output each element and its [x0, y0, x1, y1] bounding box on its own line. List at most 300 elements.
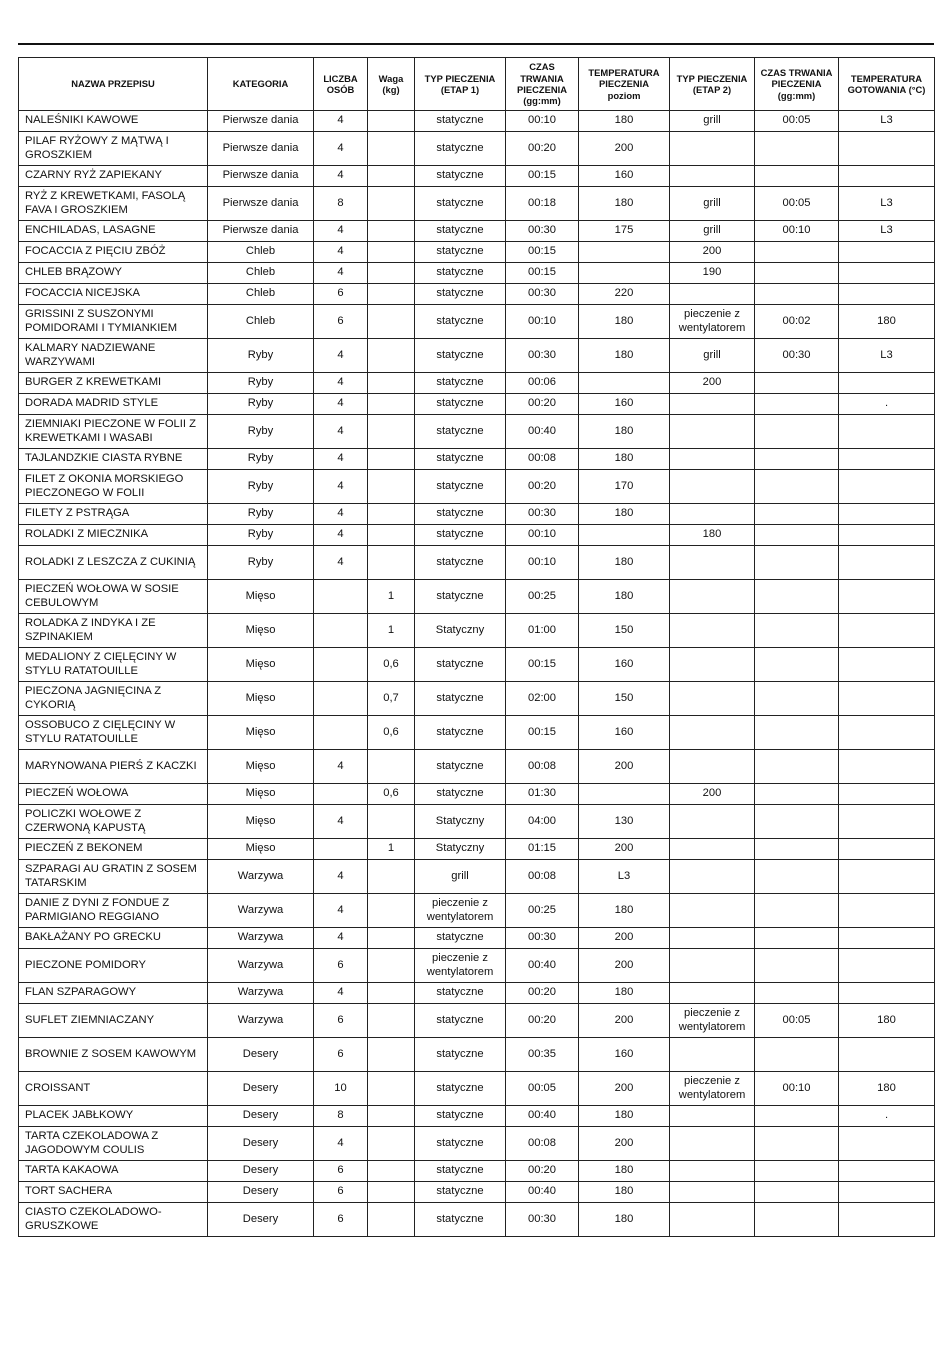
servings-cell: 6 — [314, 1161, 368, 1182]
servings-cell — [314, 716, 368, 750]
servings-cell — [314, 648, 368, 682]
baking-time-1-cell: 00:20 — [506, 1004, 579, 1038]
table-row — [19, 221, 935, 242]
servings-cell — [314, 784, 368, 805]
category-cell: Desery — [208, 1182, 314, 1203]
servings-cell — [314, 682, 368, 716]
baking-time-1-cell: 00:10 — [506, 111, 579, 132]
baking-time-1-cell: 01:30 — [506, 784, 579, 805]
baking-time-1-cell: 00:10 — [506, 305, 579, 339]
baking-type-2-cell — [670, 894, 755, 928]
table-row — [19, 1072, 935, 1106]
baking-time-2-cell — [755, 614, 839, 648]
baking-temp-1-cell: 175 — [579, 221, 670, 242]
baking-temp-1-cell: 160 — [579, 394, 670, 415]
recipe-name-cell: TARTA CZEKOLADOWA Z JAGODOWYM COULIS — [19, 1127, 208, 1161]
category-cell: Ryby — [208, 394, 314, 415]
servings-cell: 4 — [314, 263, 368, 284]
recipe-name-cell: SUFLET ZIEMNIACZANY — [19, 1004, 208, 1038]
baking-temp-1-cell: 180 — [579, 415, 670, 449]
weight-cell — [368, 1072, 415, 1106]
recipe-name-cell: ROLADKI Z LESZCZA Z CUKINIĄ — [19, 546, 208, 580]
baking-type-2-cell: pieczenie z wentylatorem — [670, 1004, 755, 1038]
baking-time-2-cell — [755, 805, 839, 839]
servings-cell: 4 — [314, 504, 368, 525]
baking-type-2-cell — [670, 166, 755, 187]
table-row — [19, 1004, 935, 1038]
baking-time-1-cell: 01:15 — [506, 839, 579, 860]
weight-cell — [368, 928, 415, 949]
header-cell: Waga (kg) — [368, 58, 415, 111]
category-cell: Pierwsze dania — [208, 166, 314, 187]
baking-temp-1-cell: 180 — [579, 111, 670, 132]
baking-type-1-cell: statyczne — [415, 682, 506, 716]
baking-type-1-cell: statyczne — [415, 394, 506, 415]
weight-cell — [368, 1127, 415, 1161]
cooking-temp-cell: L3 — [839, 221, 935, 242]
recipe-name-cell: PLACEK JABŁKOWY — [19, 1106, 208, 1127]
header-cell: CZAS TRWANIA PIECZENIA (gg:mm) — [506, 58, 579, 111]
cooking-temp-cell — [839, 614, 935, 648]
baking-type-2-cell — [670, 648, 755, 682]
recipe-name-cell: PIECZEŃ WOŁOWA — [19, 784, 208, 805]
baking-type-1-cell: statyczne — [415, 1127, 506, 1161]
category-cell: Desery — [208, 1203, 314, 1237]
weight-cell — [368, 949, 415, 983]
baking-time-2-cell — [755, 1161, 839, 1182]
table-row — [19, 1038, 935, 1072]
baking-temp-1-cell: 200 — [579, 928, 670, 949]
weight-cell: 0,6 — [368, 716, 415, 750]
weight-cell — [368, 187, 415, 221]
baking-time-2-cell — [755, 928, 839, 949]
baking-temp-1-cell: 200 — [579, 839, 670, 860]
header-cell: TYP PIECZENIA (ETAP 2) — [670, 58, 755, 111]
recipes-table — [18, 57, 935, 1237]
baking-temp-1-cell: 180 — [579, 187, 670, 221]
baking-type-1-cell: statyczne — [415, 415, 506, 449]
baking-time-1-cell: 00:06 — [506, 373, 579, 394]
cooking-temp-cell — [839, 580, 935, 614]
baking-time-2-cell — [755, 132, 839, 166]
cooking-temp-cell: . — [839, 394, 935, 415]
servings-cell: 4 — [314, 166, 368, 187]
weight-cell — [368, 1038, 415, 1072]
baking-temp-1-cell: 150 — [579, 682, 670, 716]
baking-type-1-cell: statyczne — [415, 242, 506, 263]
baking-time-2-cell — [755, 648, 839, 682]
recipe-name-cell: POLICZKI WOŁOWE Z CZERWONĄ KAPUSTĄ — [19, 805, 208, 839]
recipe-name-cell: BAKŁAŻANY PO GRECKU — [19, 928, 208, 949]
category-cell: Warzywa — [208, 928, 314, 949]
baking-type-1-cell: statyczne — [415, 373, 506, 394]
weight-cell — [368, 111, 415, 132]
table-row — [19, 1127, 935, 1161]
baking-type-1-cell: statyczne — [415, 928, 506, 949]
table-row — [19, 504, 935, 525]
cooking-temp-cell — [839, 546, 935, 580]
cooking-temp-cell: L3 — [839, 187, 935, 221]
baking-temp-1-cell: 180 — [579, 894, 670, 928]
recipe-name-cell: ROLADKI Z MIECZNIKA — [19, 525, 208, 546]
baking-time-1-cell: 00:30 — [506, 221, 579, 242]
servings-cell: 4 — [314, 750, 368, 784]
baking-time-1-cell: 00:08 — [506, 860, 579, 894]
table-row — [19, 111, 935, 132]
baking-time-1-cell: 00:40 — [506, 1182, 579, 1203]
recipe-name-cell: MARYNOWANA PIERŚ Z KACZKI — [19, 750, 208, 784]
baking-type-1-cell: statyczne — [415, 1106, 506, 1127]
top-rule — [18, 43, 934, 45]
baking-temp-1-cell: 130 — [579, 805, 670, 839]
cooking-temp-cell — [839, 860, 935, 894]
weight-cell — [368, 132, 415, 166]
category-cell: Ryby — [208, 373, 314, 394]
weight-cell: 1 — [368, 839, 415, 860]
servings-cell: 4 — [314, 983, 368, 1004]
recipe-name-cell: PIECZEŃ WOŁOWA W SOSIE CEBULOWYM — [19, 580, 208, 614]
baking-type-2-cell — [670, 682, 755, 716]
weight-cell — [368, 394, 415, 415]
table-row — [19, 166, 935, 187]
baking-time-2-cell — [755, 415, 839, 449]
baking-type-1-cell: statyczne — [415, 1182, 506, 1203]
weight-cell: 1 — [368, 580, 415, 614]
baking-time-1-cell: 00:08 — [506, 1127, 579, 1161]
baking-type-2-cell: 200 — [670, 242, 755, 263]
cooking-temp-cell: . — [839, 1106, 935, 1127]
baking-type-1-cell: statyczne — [415, 166, 506, 187]
baking-time-2-cell — [755, 750, 839, 784]
cooking-temp-cell — [839, 284, 935, 305]
recipe-name-cell: TORT SACHERA — [19, 1182, 208, 1203]
baking-time-1-cell: 00:40 — [506, 1106, 579, 1127]
cooking-temp-cell — [839, 415, 935, 449]
baking-type-2-cell — [670, 1161, 755, 1182]
baking-type-2-cell — [670, 860, 755, 894]
servings-cell: 4 — [314, 449, 368, 470]
category-cell: Warzywa — [208, 949, 314, 983]
recipe-name-cell: DANIE Z DYNI Z FONDUE Z PARMIGIANO REGGIANO — [19, 894, 208, 928]
baking-type-2-cell — [670, 449, 755, 470]
weight-cell — [368, 242, 415, 263]
recipe-name-cell: NALEŚNIKI KAWOWE — [19, 111, 208, 132]
cooking-temp-cell — [839, 132, 935, 166]
baking-type-2-cell — [670, 983, 755, 1004]
baking-temp-1-cell: 220 — [579, 284, 670, 305]
baking-time-1-cell: 00:08 — [506, 449, 579, 470]
cooking-temp-cell — [839, 1182, 935, 1203]
cooking-temp-cell — [839, 716, 935, 750]
baking-type-1-cell: statyczne — [415, 504, 506, 525]
baking-time-1-cell: 00:15 — [506, 166, 579, 187]
baking-time-1-cell: 00:40 — [506, 415, 579, 449]
weight-cell — [368, 166, 415, 187]
category-cell: Ryby — [208, 525, 314, 546]
category-cell: Mięso — [208, 805, 314, 839]
baking-type-2-cell — [670, 1127, 755, 1161]
baking-temp-1-cell: 180 — [579, 546, 670, 580]
servings-cell: 4 — [314, 394, 368, 415]
baking-type-1-cell: statyczne — [415, 187, 506, 221]
servings-cell: 4 — [314, 132, 368, 166]
baking-time-1-cell: 00:35 — [506, 1038, 579, 1072]
recipe-name-cell: PILAF RYŻOWY Z MĄTWĄ I GROSZKIEM — [19, 132, 208, 166]
baking-type-1-cell: statyczne — [415, 449, 506, 470]
cooking-temp-cell — [839, 470, 935, 504]
servings-cell: 8 — [314, 1106, 368, 1127]
category-cell: Pierwsze dania — [208, 111, 314, 132]
baking-type-1-cell: Statyczny — [415, 805, 506, 839]
baking-type-2-cell — [670, 132, 755, 166]
recipe-name-cell: ROLADKA Z INDYKA I ZE SZPINAKIEM — [19, 614, 208, 648]
category-cell: Mięso — [208, 648, 314, 682]
cooking-temp-cell — [839, 894, 935, 928]
baking-temp-1-cell: 180 — [579, 1182, 670, 1203]
baking-time-2-cell: 00:10 — [755, 221, 839, 242]
cooking-temp-cell — [839, 949, 935, 983]
category-cell: Ryby — [208, 415, 314, 449]
table-body — [19, 111, 935, 1237]
table-row — [19, 839, 935, 860]
weight-cell — [368, 305, 415, 339]
table-row — [19, 949, 935, 983]
category-cell: Chleb — [208, 305, 314, 339]
baking-time-2-cell — [755, 580, 839, 614]
baking-time-2-cell — [755, 166, 839, 187]
header-cell: TEMPERATURA GOTOWANIA (°C) — [839, 58, 935, 111]
baking-time-2-cell — [755, 525, 839, 546]
cooking-temp-cell: 180 — [839, 305, 935, 339]
baking-time-1-cell: 04:00 — [506, 805, 579, 839]
weight-cell — [368, 1182, 415, 1203]
category-cell: Mięso — [208, 682, 314, 716]
cooking-temp-cell — [839, 805, 935, 839]
baking-temp-1-cell — [579, 263, 670, 284]
cooking-temp-cell — [839, 1161, 935, 1182]
table-row — [19, 546, 935, 580]
servings-cell: 4 — [314, 373, 368, 394]
baking-type-2-cell: grill — [670, 187, 755, 221]
baking-time-2-cell — [755, 949, 839, 983]
baking-time-2-cell: 00:05 — [755, 111, 839, 132]
cooking-temp-cell — [839, 242, 935, 263]
baking-temp-1-cell — [579, 784, 670, 805]
servings-cell — [314, 580, 368, 614]
servings-cell: 4 — [314, 470, 368, 504]
recipe-name-cell: TAJLANDZKIE CIASTA RYBNE — [19, 449, 208, 470]
recipe-name-cell: OSSOBUCO Z CIĘLĘCINY W STYLU RATATOUILLE — [19, 716, 208, 750]
table-row — [19, 1203, 935, 1237]
baking-temp-1-cell: 200 — [579, 1072, 670, 1106]
category-cell: Warzywa — [208, 860, 314, 894]
baking-time-2-cell — [755, 470, 839, 504]
baking-type-1-cell: Statyczny — [415, 614, 506, 648]
category-cell: Desery — [208, 1038, 314, 1072]
baking-time-2-cell: 00:10 — [755, 1072, 839, 1106]
recipe-name-cell: GRISSINI Z SUSZONYMI POMIDORAMI I TYMIANKIEM — [19, 305, 208, 339]
baking-temp-1-cell: 180 — [579, 305, 670, 339]
cooking-temp-cell — [839, 373, 935, 394]
header-cell: CZAS TRWANIA PIECZENIA (gg:mm) — [755, 58, 839, 111]
baking-type-1-cell: statyczne — [415, 284, 506, 305]
table-row — [19, 1182, 935, 1203]
baking-time-2-cell — [755, 1182, 839, 1203]
category-cell: Desery — [208, 1127, 314, 1161]
baking-type-2-cell — [670, 1106, 755, 1127]
recipe-name-cell: CZARNY RYŻ ZAPIEKANY — [19, 166, 208, 187]
baking-time-1-cell: 01:00 — [506, 614, 579, 648]
table-row — [19, 394, 935, 415]
category-cell: Desery — [208, 1072, 314, 1106]
table-row — [19, 716, 935, 750]
baking-time-1-cell: 00:15 — [506, 716, 579, 750]
servings-cell: 10 — [314, 1072, 368, 1106]
baking-temp-1-cell: 180 — [579, 449, 670, 470]
baking-time-1-cell: 00:25 — [506, 894, 579, 928]
category-cell: Mięso — [208, 784, 314, 805]
baking-time-2-cell — [755, 1203, 839, 1237]
recipe-name-cell: PIECZONA JAGNIĘCINA Z CYKORIĄ — [19, 682, 208, 716]
weight-cell — [368, 525, 415, 546]
category-cell: Pierwsze dania — [208, 187, 314, 221]
category-cell: Chleb — [208, 263, 314, 284]
recipe-name-cell: ENCHILADAS, LASAGNE — [19, 221, 208, 242]
table-row — [19, 860, 935, 894]
recipe-name-cell: FOCACCIA Z PIĘCIU ZBÓŻ — [19, 242, 208, 263]
table-row — [19, 415, 935, 449]
baking-temp-1-cell — [579, 525, 670, 546]
baking-time-1-cell: 00:40 — [506, 949, 579, 983]
baking-time-1-cell: 00:30 — [506, 1203, 579, 1237]
baking-temp-1-cell: 180 — [579, 1161, 670, 1182]
recipe-name-cell: CIASTO CZEKOLADOWO-GRUSZKOWE — [19, 1203, 208, 1237]
baking-time-2-cell — [755, 394, 839, 415]
baking-temp-1-cell: 160 — [579, 1038, 670, 1072]
baking-temp-1-cell: 170 — [579, 470, 670, 504]
category-cell: Ryby — [208, 546, 314, 580]
baking-time-2-cell — [755, 682, 839, 716]
baking-type-2-cell — [670, 949, 755, 983]
servings-cell: 6 — [314, 284, 368, 305]
baking-time-2-cell — [755, 860, 839, 894]
servings-cell: 4 — [314, 546, 368, 580]
cooking-temp-cell — [839, 682, 935, 716]
recipe-name-cell: FILET Z OKONIA MORSKIEGO PIECZONEGO W FOLII — [19, 470, 208, 504]
category-cell: Ryby — [208, 449, 314, 470]
baking-type-1-cell: statyczne — [415, 525, 506, 546]
baking-time-2-cell — [755, 242, 839, 263]
baking-time-2-cell: 00:05 — [755, 187, 839, 221]
weight-cell — [368, 983, 415, 1004]
weight-cell: 0,6 — [368, 784, 415, 805]
category-cell: Ryby — [208, 504, 314, 525]
category-cell: Mięso — [208, 614, 314, 648]
recipe-name-cell: RYŻ Z KREWETKAMI, FASOLĄ FAVA I GROSZKIEM — [19, 187, 208, 221]
cooking-temp-cell — [839, 263, 935, 284]
baking-time-1-cell: 00:20 — [506, 132, 579, 166]
category-cell: Warzywa — [208, 894, 314, 928]
baking-type-1-cell: statyczne — [415, 263, 506, 284]
table-row — [19, 470, 935, 504]
weight-cell — [368, 750, 415, 784]
baking-type-2-cell — [670, 839, 755, 860]
recipe-name-cell: CROISSANT — [19, 1072, 208, 1106]
header-cell: KATEGORIA — [208, 58, 314, 111]
cooking-temp-cell: L3 — [839, 339, 935, 373]
baking-time-1-cell: 00:15 — [506, 242, 579, 263]
table-row — [19, 682, 935, 716]
weight-cell — [368, 504, 415, 525]
baking-type-2-cell — [670, 928, 755, 949]
recipe-name-cell: FLAN SZPARAGOWY — [19, 983, 208, 1004]
weight-cell — [368, 546, 415, 580]
table-row — [19, 928, 935, 949]
servings-cell: 4 — [314, 525, 368, 546]
baking-type-1-cell: statyczne — [415, 221, 506, 242]
baking-temp-1-cell — [579, 373, 670, 394]
baking-type-2-cell: pieczenie z wentylatorem — [670, 305, 755, 339]
servings-cell: 6 — [314, 949, 368, 983]
cooking-temp-cell — [839, 983, 935, 1004]
category-cell: Chleb — [208, 284, 314, 305]
weight-cell — [368, 284, 415, 305]
table-row — [19, 339, 935, 373]
cooking-temp-cell — [839, 784, 935, 805]
baking-time-2-cell — [755, 373, 839, 394]
baking-temp-1-cell: 200 — [579, 1127, 670, 1161]
cooking-temp-cell: 180 — [839, 1072, 935, 1106]
cooking-temp-cell — [839, 750, 935, 784]
baking-temp-1-cell: 200 — [579, 132, 670, 166]
baking-type-1-cell: pieczenie z wentylatorem — [415, 894, 506, 928]
recipe-name-cell: DORADA MADRID STYLE — [19, 394, 208, 415]
baking-type-1-cell: statyczne — [415, 648, 506, 682]
cooking-temp-cell — [839, 449, 935, 470]
category-cell: Mięso — [208, 580, 314, 614]
baking-temp-1-cell: 200 — [579, 949, 670, 983]
cooking-temp-cell — [839, 839, 935, 860]
table-row — [19, 1161, 935, 1182]
table-row — [19, 284, 935, 305]
baking-temp-1-cell: 180 — [579, 1106, 670, 1127]
baking-type-2-cell — [670, 546, 755, 580]
servings-cell: 4 — [314, 860, 368, 894]
baking-type-1-cell: statyczne — [415, 784, 506, 805]
baking-temp-1-cell: 180 — [579, 580, 670, 614]
table-row — [19, 525, 935, 546]
baking-type-2-cell — [670, 805, 755, 839]
baking-time-1-cell: 00:30 — [506, 339, 579, 373]
category-cell: Ryby — [208, 339, 314, 373]
baking-time-2-cell: 00:30 — [755, 339, 839, 373]
baking-temp-1-cell: 150 — [579, 614, 670, 648]
category-cell: Warzywa — [208, 1004, 314, 1038]
recipe-name-cell: MEDALIONY Z CIĘLĘCINY W STYLU RATATOUILLE — [19, 648, 208, 682]
cooking-temp-cell — [839, 525, 935, 546]
baking-type-1-cell: statyczne — [415, 1072, 506, 1106]
baking-type-2-cell — [670, 750, 755, 784]
baking-time-1-cell: 00:10 — [506, 525, 579, 546]
weight-cell — [368, 1203, 415, 1237]
baking-time-2-cell — [755, 716, 839, 750]
category-cell: Warzywa — [208, 983, 314, 1004]
baking-type-2-cell — [670, 284, 755, 305]
weight-cell — [368, 1161, 415, 1182]
servings-cell: 4 — [314, 339, 368, 373]
weight-cell: 0,7 — [368, 682, 415, 716]
servings-cell: 6 — [314, 1182, 368, 1203]
